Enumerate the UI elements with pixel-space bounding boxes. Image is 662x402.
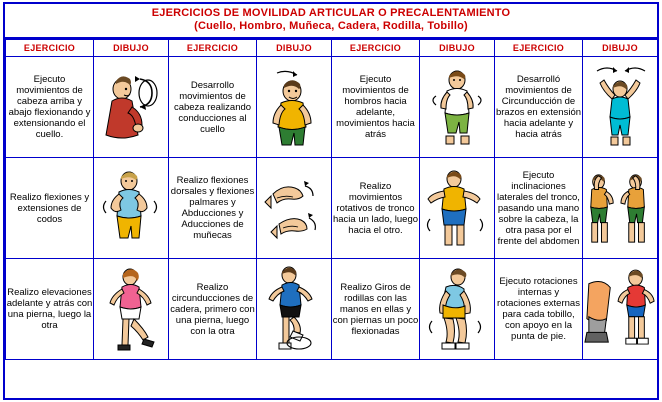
header-exercise-4: EJERCICIO	[495, 40, 583, 57]
exercise-text: Realizo movimientos rotativos de tronco hacia un lado, luego hacia el otro.	[332, 158, 420, 259]
table-row	[6, 57, 658, 158]
exercise-figure	[257, 158, 332, 259]
leg-swing-figure	[94, 259, 168, 359]
exercise-text: Realizo elevaciones adelante y atrás con una pierna, luego la otra	[6, 259, 94, 360]
table-row	[6, 259, 658, 360]
neck-flexion-extension-figure	[94, 57, 168, 157]
exercise-text: Ejecuto inclinaciones laterales del tronco, pasando una mano sobre la cabeza, la otra pasa por el frente del abdomen	[495, 158, 583, 259]
arm-circumduction-figure	[583, 57, 657, 157]
exercise-figure	[583, 158, 658, 259]
page-subtitle: (Cuello, Hombro, Muñeca, Cadera, Rodilla, Tobillo)	[194, 20, 468, 32]
header-drawing-4: DIBUJO	[583, 40, 658, 57]
exercise-figure	[94, 57, 169, 158]
title-block	[5, 4, 657, 39]
exercise-text: Desarrolló movimientos de Circunducción de brazos en extensión hacia adelante y hacia atrás	[495, 57, 583, 158]
exercise-text: Ejecuto movimientos de cabeza arriba y abajo flexionando y extensionando el cuello.	[6, 57, 94, 158]
header-exercise-1: EJERCICIO	[6, 40, 94, 57]
page-title: EJERCICIOS DE MOVILIDAD ARTICULAR O PRECALENTAMIENTO	[151, 7, 511, 19]
trunk-rotation-figure	[420, 158, 494, 258]
exercise-text: Ejecuto movimientos de hombros hacia adelante, movimientos hacia atrás	[332, 57, 420, 158]
document-frame	[3, 2, 659, 400]
header-exercise-2: EJERCICIO	[169, 40, 257, 57]
exercise-figure	[583, 57, 658, 158]
shoulder-circles-figure	[420, 57, 494, 157]
exercise-figure	[420, 57, 495, 158]
exercise-figure	[420, 158, 495, 259]
exercise-text: Realizo Giros de rodillas con las manos en ellas y con piernas un poco flexionadas	[332, 259, 420, 360]
exercise-table	[5, 39, 658, 360]
exercise-figure	[257, 57, 332, 158]
table-row	[6, 158, 658, 259]
neck-rotation-figure	[257, 57, 331, 157]
knee-circles-figure	[420, 259, 494, 359]
exercise-text: Realizo circunducciones de cadera, primero con una pierna, luego con la otra	[169, 259, 257, 360]
header-drawing-2: DIBUJO	[257, 40, 332, 57]
exercise-figure	[94, 158, 169, 259]
wrist-movements-figure	[257, 158, 331, 258]
table-header-row	[6, 40, 658, 57]
exercise-figure	[257, 259, 332, 360]
header-drawing-1: DIBUJO	[94, 40, 169, 57]
lateral-trunk-bend-figure	[583, 158, 657, 258]
header-drawing-3: DIBUJO	[420, 40, 495, 57]
exercise-figure	[420, 259, 495, 360]
ankle-rotation-figure	[583, 259, 657, 359]
exercise-text: Realizo flexiones dorsales y flexiones palmares y Abducciones y Aducciones de muñecas	[169, 158, 257, 259]
hip-circumduction-figure	[257, 259, 331, 359]
exercise-figure	[583, 259, 658, 360]
exercise-text: Ejecuto rotaciones internas y rotaciones externas para cada tobillo, con apoyo en la punta de pie.	[495, 259, 583, 360]
exercise-text: Desarrollo movimientos de cabeza realizando conducciones al cuello	[169, 57, 257, 158]
exercise-text: Realizo flexiones y extensiones de codos	[6, 158, 94, 259]
elbow-flexion-figure	[94, 158, 168, 258]
exercise-figure	[94, 259, 169, 360]
header-exercise-3: EJERCICIO	[332, 40, 420, 57]
